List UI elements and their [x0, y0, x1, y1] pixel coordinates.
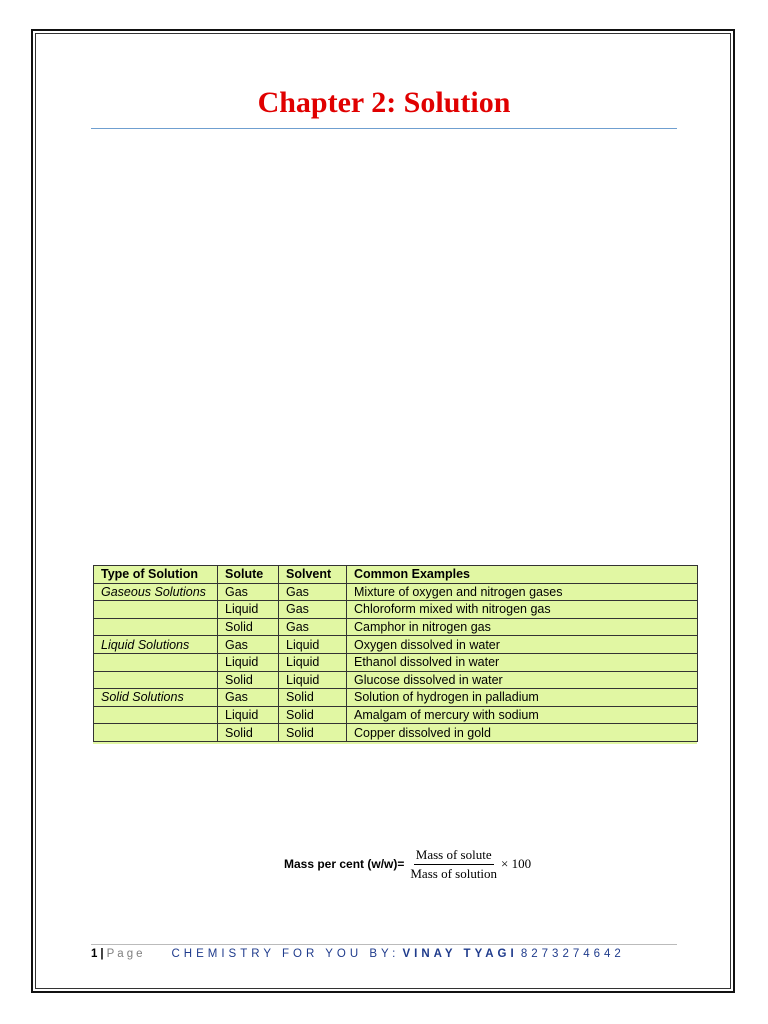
footer-rule: [91, 944, 677, 945]
cell-solvent: Solid: [279, 724, 347, 742]
cell-solvent: Liquid: [279, 653, 347, 671]
cell-example: Camphor in nitrogen gas: [347, 618, 698, 636]
solutions-table: [93, 565, 698, 742]
footer-separator: |: [100, 948, 104, 960]
title-underline: [91, 128, 677, 129]
cell-example: Copper dissolved in gold: [347, 724, 698, 742]
cell-solute: Liquid: [218, 653, 279, 671]
mass-percent-formula: [284, 846, 535, 882]
cell-example: Oxygen dissolved in water: [347, 636, 698, 654]
cell-solvent: Liquid: [279, 671, 347, 689]
cell-example: Ethanol dissolved in water: [347, 653, 698, 671]
cell-type: Gaseous Solutions: [94, 583, 218, 601]
cell-solvent: Liquid: [279, 636, 347, 654]
header-solvent: Solvent: [279, 566, 347, 584]
cell-solvent: Solid: [279, 706, 347, 724]
footer-author: VINAY TYAGI: [402, 948, 518, 960]
cell-type: [94, 671, 218, 689]
cell-example: Chloroform mixed with nitrogen gas: [347, 601, 698, 619]
cell-solvent: Gas: [279, 618, 347, 636]
table-row: [94, 671, 698, 689]
cell-type: Solid Solutions: [94, 689, 218, 707]
solutions-table-container: [93, 565, 697, 744]
cell-type: [94, 618, 218, 636]
cell-solute: Solid: [218, 671, 279, 689]
table-row: [94, 653, 698, 671]
table-row: [94, 636, 698, 654]
cell-solvent: Gas: [279, 601, 347, 619]
cell-type: Liquid Solutions: [94, 636, 218, 654]
cell-type: [94, 601, 218, 619]
cell-solute: Gas: [218, 583, 279, 601]
table-row: [94, 583, 698, 601]
cell-solute: Liquid: [218, 601, 279, 619]
table-header-row: [94, 566, 698, 584]
header-solute: Solute: [218, 566, 279, 584]
page-number: 1: [91, 948, 98, 960]
cell-solute: Gas: [218, 689, 279, 707]
formula-denominator: Mass of solution: [410, 865, 498, 881]
cell-solute: Solid: [218, 724, 279, 742]
formula-multiplier: × 100: [501, 856, 532, 871]
cell-example: Glucose dissolved in water: [347, 671, 698, 689]
footer-phone: 8273274642: [520, 948, 625, 960]
table-row: [94, 706, 698, 724]
cell-type: [94, 706, 218, 724]
cell-example: Solution of hydrogen in palladium: [347, 689, 698, 707]
header-type: Type of Solution: [94, 566, 218, 584]
formula-label: Mass per cent (w/w)=: [284, 857, 405, 871]
formula-numerator: Mass of solute: [414, 847, 494, 865]
cell-type: [94, 653, 218, 671]
table-row: [94, 689, 698, 707]
footer-brand: CHEMISTRY FOR YOU BY:: [171, 948, 400, 960]
cell-solute: Solid: [218, 618, 279, 636]
cell-example: Mixture of oxygen and nitrogen gases: [347, 583, 698, 601]
header-examples: Common Examples: [347, 566, 698, 584]
page-word: Page: [106, 948, 146, 960]
formula-fraction: [410, 847, 497, 882]
cell-solvent: Gas: [279, 583, 347, 601]
page-footer: [91, 948, 681, 960]
cell-solute: Liquid: [218, 706, 279, 724]
table-row: [94, 724, 698, 742]
chapter-title: Chapter 2: Solution: [257, 86, 511, 119]
cell-solute: Gas: [218, 636, 279, 654]
table-row: [94, 618, 698, 636]
cell-example: Amalgam of mercury with sodium: [347, 706, 698, 724]
table-row: [94, 601, 698, 619]
cell-type: [94, 724, 218, 742]
cell-solvent: Solid: [279, 689, 347, 707]
